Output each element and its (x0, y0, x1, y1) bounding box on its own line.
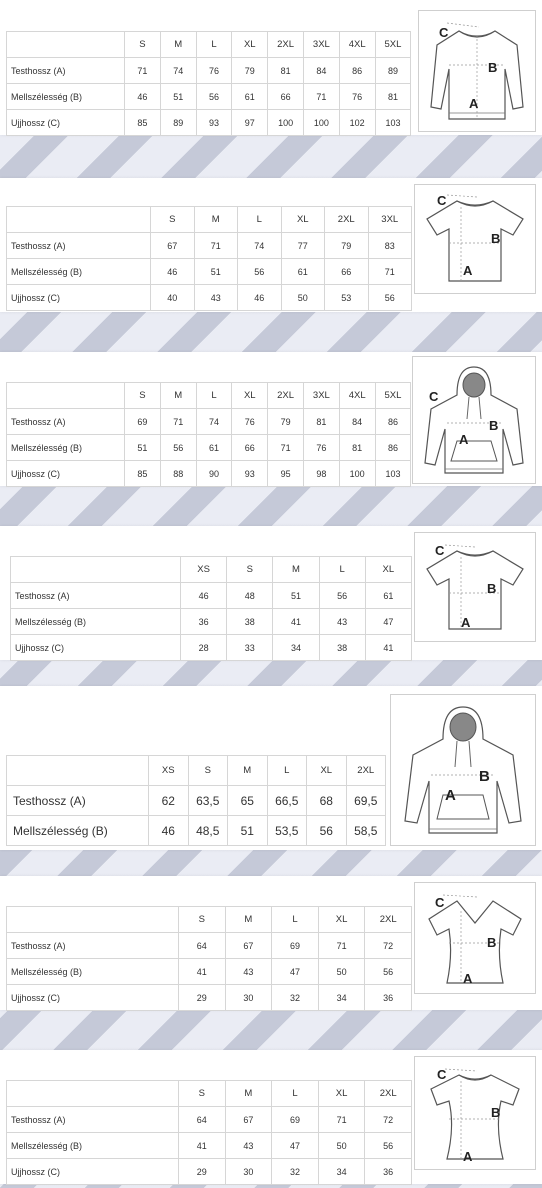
value-cell: 43 (225, 959, 272, 985)
value-cell: 47 (365, 609, 411, 635)
value-cell: 41 (273, 609, 319, 635)
value-cell: 88 (160, 461, 196, 487)
value-cell: 34 (318, 985, 365, 1011)
value-cell: 56 (160, 435, 196, 461)
value-cell: 81 (339, 435, 375, 461)
table-row (7, 409, 411, 435)
value-cell: 71 (160, 409, 196, 435)
value-cell: 89 (160, 110, 196, 136)
value-cell: 43 (194, 285, 238, 311)
value-cell: 47 (272, 1133, 319, 1159)
value-cell: 51 (273, 583, 319, 609)
value-cell: 81 (268, 58, 304, 84)
size-cell: 4XL (339, 383, 375, 409)
size-cell: S (188, 756, 228, 786)
value-cell: 41 (179, 959, 226, 985)
size-cell: S (227, 557, 273, 583)
value-cell: 40 (151, 285, 195, 311)
value-cell: 46 (238, 285, 282, 311)
label-c: C (435, 543, 445, 558)
label-a: A (463, 971, 473, 986)
value-cell: 89 (375, 58, 411, 84)
value-cell: 29 (179, 1159, 226, 1185)
table-row (7, 58, 411, 84)
value-cell: 56 (238, 259, 282, 285)
row-label: Testhossz (A) (7, 58, 125, 84)
label-c: C (429, 389, 439, 404)
value-cell: 77 (281, 233, 325, 259)
value-cell: 66 (325, 259, 369, 285)
value-cell: 43 (225, 1133, 272, 1159)
row-label: Ujjhossz (C) (7, 285, 151, 311)
row-label: Testhossz (A) (7, 933, 179, 959)
value-cell: 28 (181, 635, 227, 661)
tshirt-icon (414, 532, 536, 642)
size-cell: L (319, 557, 365, 583)
row-label: Mellszélesség (B) (7, 959, 179, 985)
label-b: B (491, 231, 501, 246)
label-b: B (479, 768, 490, 785)
table-row (11, 609, 412, 635)
value-cell: 53,5 (267, 816, 307, 846)
table-row (7, 233, 412, 259)
value-cell: 36 (181, 609, 227, 635)
size-table (10, 556, 412, 661)
value-cell: 56 (196, 84, 232, 110)
value-cell: 53 (325, 285, 369, 311)
value-cell: 100 (303, 110, 339, 136)
value-cell: 63,5 (188, 786, 228, 816)
size-cell: XL (232, 383, 268, 409)
value-cell: 97 (232, 110, 268, 136)
value-cell: 90 (196, 461, 232, 487)
value-cell: 71 (303, 84, 339, 110)
row-label: Testhossz (A) (11, 583, 181, 609)
value-cell: 38 (319, 635, 365, 661)
value-cell: 51 (228, 816, 268, 846)
value-cell: 46 (125, 84, 161, 110)
value-cell: 47 (272, 959, 319, 985)
value-cell: 51 (194, 259, 238, 285)
size-cell: 2XL (268, 383, 304, 409)
table-row (7, 435, 411, 461)
size-header-row (7, 1081, 412, 1107)
size-cell: XL (365, 557, 411, 583)
value-cell: 30 (225, 985, 272, 1011)
row-label: Mellszélesség (B) (7, 259, 151, 285)
size-table (6, 382, 411, 487)
womens-tshirt-icon (414, 1056, 536, 1170)
value-cell: 56 (365, 959, 412, 985)
size-cell: L (267, 756, 307, 786)
label-a: A (463, 263, 473, 278)
value-cell: 41 (365, 635, 411, 661)
table-row (7, 461, 411, 487)
label-b: B (491, 1105, 501, 1120)
corner-cell (7, 756, 149, 786)
value-cell: 51 (160, 84, 196, 110)
value-cell: 79 (268, 409, 304, 435)
value-cell: 86 (375, 435, 411, 461)
sweatshirt-icon (418, 10, 536, 132)
value-cell: 61 (281, 259, 325, 285)
row-label: Mellszélesség (B) (7, 1133, 179, 1159)
row-label: Testhossz (A) (7, 1107, 179, 1133)
value-cell: 71 (368, 259, 412, 285)
size-cell: 3XL (303, 32, 339, 58)
hoodie-icon (412, 356, 536, 484)
size-cell: S (179, 907, 226, 933)
label-b: B (487, 935, 497, 950)
value-cell: 69,5 (346, 786, 386, 816)
value-cell: 43 (319, 609, 365, 635)
value-cell: 102 (339, 110, 375, 136)
value-cell: 32 (272, 985, 319, 1011)
value-cell: 33 (227, 635, 273, 661)
value-cell: 71 (318, 933, 365, 959)
value-cell: 65 (228, 786, 268, 816)
value-cell: 32 (272, 1159, 319, 1185)
vneck-tshirt-icon (414, 882, 536, 994)
size-table (6, 755, 386, 846)
size-cell: 3XL (368, 207, 412, 233)
value-cell: 74 (160, 58, 196, 84)
value-cell: 46 (181, 583, 227, 609)
value-cell: 48,5 (188, 816, 228, 846)
row-label: Mellszélesség (B) (11, 609, 181, 635)
value-cell: 66 (268, 84, 304, 110)
size-header-row (7, 207, 412, 233)
size-cell: M (160, 383, 196, 409)
label-c: C (437, 1067, 447, 1082)
value-cell: 84 (339, 409, 375, 435)
label-b: B (488, 60, 498, 75)
row-label: Testhossz (A) (7, 409, 125, 435)
size-cell: 2XL (346, 756, 386, 786)
size-cell: 2XL (325, 207, 369, 233)
table-row (7, 285, 412, 311)
value-cell: 84 (303, 58, 339, 84)
size-cell: S (151, 207, 195, 233)
value-cell: 93 (232, 461, 268, 487)
size-cell: XS (181, 557, 227, 583)
hoodie-icon (390, 694, 536, 846)
table-row (7, 110, 411, 136)
value-cell: 83 (368, 233, 412, 259)
corner-cell (7, 32, 125, 58)
table-row (7, 959, 412, 985)
value-cell: 64 (179, 933, 226, 959)
corner-cell (11, 557, 181, 583)
table-row (7, 259, 412, 285)
value-cell: 69 (272, 1107, 319, 1133)
value-cell: 34 (318, 1159, 365, 1185)
row-label: Testhossz (A) (7, 233, 151, 259)
corner-cell (7, 1081, 179, 1107)
row-label: Ujjhossz (C) (11, 635, 181, 661)
size-cell: S (125, 32, 161, 58)
size-cell: 5XL (375, 383, 411, 409)
value-cell: 67 (225, 1107, 272, 1133)
value-cell: 81 (303, 409, 339, 435)
size-cell: M (225, 907, 272, 933)
size-cell: M (225, 1081, 272, 1107)
size-cell: 2XL (268, 32, 304, 58)
size-cell: 2XL (365, 1081, 412, 1107)
row-label: Mellszélesség (B) (7, 816, 149, 846)
table-row (7, 985, 412, 1011)
value-cell: 95 (268, 461, 304, 487)
value-cell: 61 (232, 84, 268, 110)
size-cell: 4XL (339, 32, 375, 58)
table-row (7, 933, 412, 959)
size-table (6, 31, 411, 136)
label-c: C (437, 193, 447, 208)
row-label: Ujjhossz (C) (7, 110, 125, 136)
value-cell: 71 (194, 233, 238, 259)
label-a: A (459, 432, 469, 447)
value-cell: 100 (268, 110, 304, 136)
value-cell: 50 (318, 1133, 365, 1159)
table-row (7, 816, 386, 846)
value-cell: 29 (179, 985, 226, 1011)
value-cell: 36 (365, 985, 412, 1011)
label-c: C (435, 895, 445, 910)
size-header-row (7, 756, 386, 786)
value-cell: 66,5 (267, 786, 307, 816)
value-cell: 103 (375, 461, 411, 487)
row-label: Mellszélesség (B) (7, 435, 125, 461)
value-cell: 41 (179, 1133, 226, 1159)
value-cell: 34 (273, 635, 319, 661)
size-cell: M (273, 557, 319, 583)
size-cell: L (272, 1081, 319, 1107)
value-cell: 66 (232, 435, 268, 461)
size-cell: M (194, 207, 238, 233)
value-cell: 50 (281, 285, 325, 311)
row-label: Ujjhossz (C) (7, 461, 125, 487)
table-row (11, 583, 412, 609)
value-cell: 76 (339, 84, 375, 110)
size-cell: XL (281, 207, 325, 233)
value-cell: 69 (125, 409, 161, 435)
table-row (7, 84, 411, 110)
label-b: B (487, 581, 497, 596)
value-cell: 103 (375, 110, 411, 136)
value-cell: 62 (149, 786, 189, 816)
value-cell: 56 (319, 583, 365, 609)
row-label: Mellszélesség (B) (7, 84, 125, 110)
row-label: Testhossz (A) (7, 786, 149, 816)
value-cell: 50 (318, 959, 365, 985)
label-a: A (463, 1149, 473, 1164)
size-cell: S (125, 383, 161, 409)
value-cell: 51 (125, 435, 161, 461)
table-row (7, 1159, 412, 1185)
value-cell: 86 (375, 409, 411, 435)
value-cell: 46 (149, 816, 189, 846)
label-a: A (469, 96, 479, 111)
size-cell: XL (232, 32, 268, 58)
size-cell: M (228, 756, 268, 786)
table-row (7, 1107, 412, 1133)
row-label: Ujjhossz (C) (7, 1159, 179, 1185)
value-cell: 79 (325, 233, 369, 259)
value-cell: 69 (272, 933, 319, 959)
size-header-row (7, 32, 411, 58)
value-cell: 86 (339, 58, 375, 84)
value-cell: 76 (196, 58, 232, 84)
value-cell: 85 (125, 461, 161, 487)
label-a: A (461, 615, 471, 630)
value-cell: 85 (125, 110, 161, 136)
value-cell: 71 (268, 435, 304, 461)
size-cell: L (196, 383, 232, 409)
value-cell: 67 (151, 233, 195, 259)
size-table (6, 906, 412, 1011)
row-label: Ujjhossz (C) (7, 985, 179, 1011)
value-cell: 71 (125, 58, 161, 84)
value-cell: 100 (339, 461, 375, 487)
value-cell: 61 (365, 583, 411, 609)
value-cell: 68 (307, 786, 347, 816)
value-cell: 76 (232, 409, 268, 435)
size-cell: 5XL (375, 32, 411, 58)
value-cell: 98 (303, 461, 339, 487)
value-cell: 56 (307, 816, 347, 846)
value-cell: 38 (227, 609, 273, 635)
value-cell: 81 (375, 84, 411, 110)
value-cell: 74 (238, 233, 282, 259)
tshirt-icon (414, 184, 536, 294)
size-header-row (7, 907, 412, 933)
value-cell: 74 (196, 409, 232, 435)
size-cell: S (179, 1081, 226, 1107)
value-cell: 48 (227, 583, 273, 609)
value-cell: 56 (365, 1133, 412, 1159)
table-row (7, 1133, 412, 1159)
value-cell: 61 (196, 435, 232, 461)
size-cell: L (272, 907, 319, 933)
value-cell: 71 (318, 1107, 365, 1133)
size-cell: XL (307, 756, 347, 786)
value-cell: 72 (365, 933, 412, 959)
value-cell: 76 (303, 435, 339, 461)
value-cell: 64 (179, 1107, 226, 1133)
value-cell: 72 (365, 1107, 412, 1133)
size-cell: XL (318, 1081, 365, 1107)
corner-cell (7, 907, 179, 933)
size-cell: XL (318, 907, 365, 933)
value-cell: 79 (232, 58, 268, 84)
label-c: C (439, 25, 449, 40)
label-b: B (489, 418, 499, 433)
size-cell: 2XL (365, 907, 412, 933)
size-header-row (7, 383, 411, 409)
value-cell: 67 (225, 933, 272, 959)
value-cell: 36 (365, 1159, 412, 1185)
size-header-row (11, 557, 412, 583)
size-cell: L (238, 207, 282, 233)
size-table (6, 206, 412, 311)
size-cell: 3XL (303, 383, 339, 409)
table-row (7, 786, 386, 816)
size-cell: M (160, 32, 196, 58)
size-cell: L (196, 32, 232, 58)
value-cell: 93 (196, 110, 232, 136)
size-cell: XS (149, 756, 189, 786)
corner-cell (7, 383, 125, 409)
value-cell: 30 (225, 1159, 272, 1185)
label-a: A (445, 787, 456, 804)
table-row (11, 635, 412, 661)
value-cell: 46 (151, 259, 195, 285)
corner-cell (7, 207, 151, 233)
value-cell: 58,5 (346, 816, 386, 846)
value-cell: 56 (368, 285, 412, 311)
size-table (6, 1080, 412, 1185)
